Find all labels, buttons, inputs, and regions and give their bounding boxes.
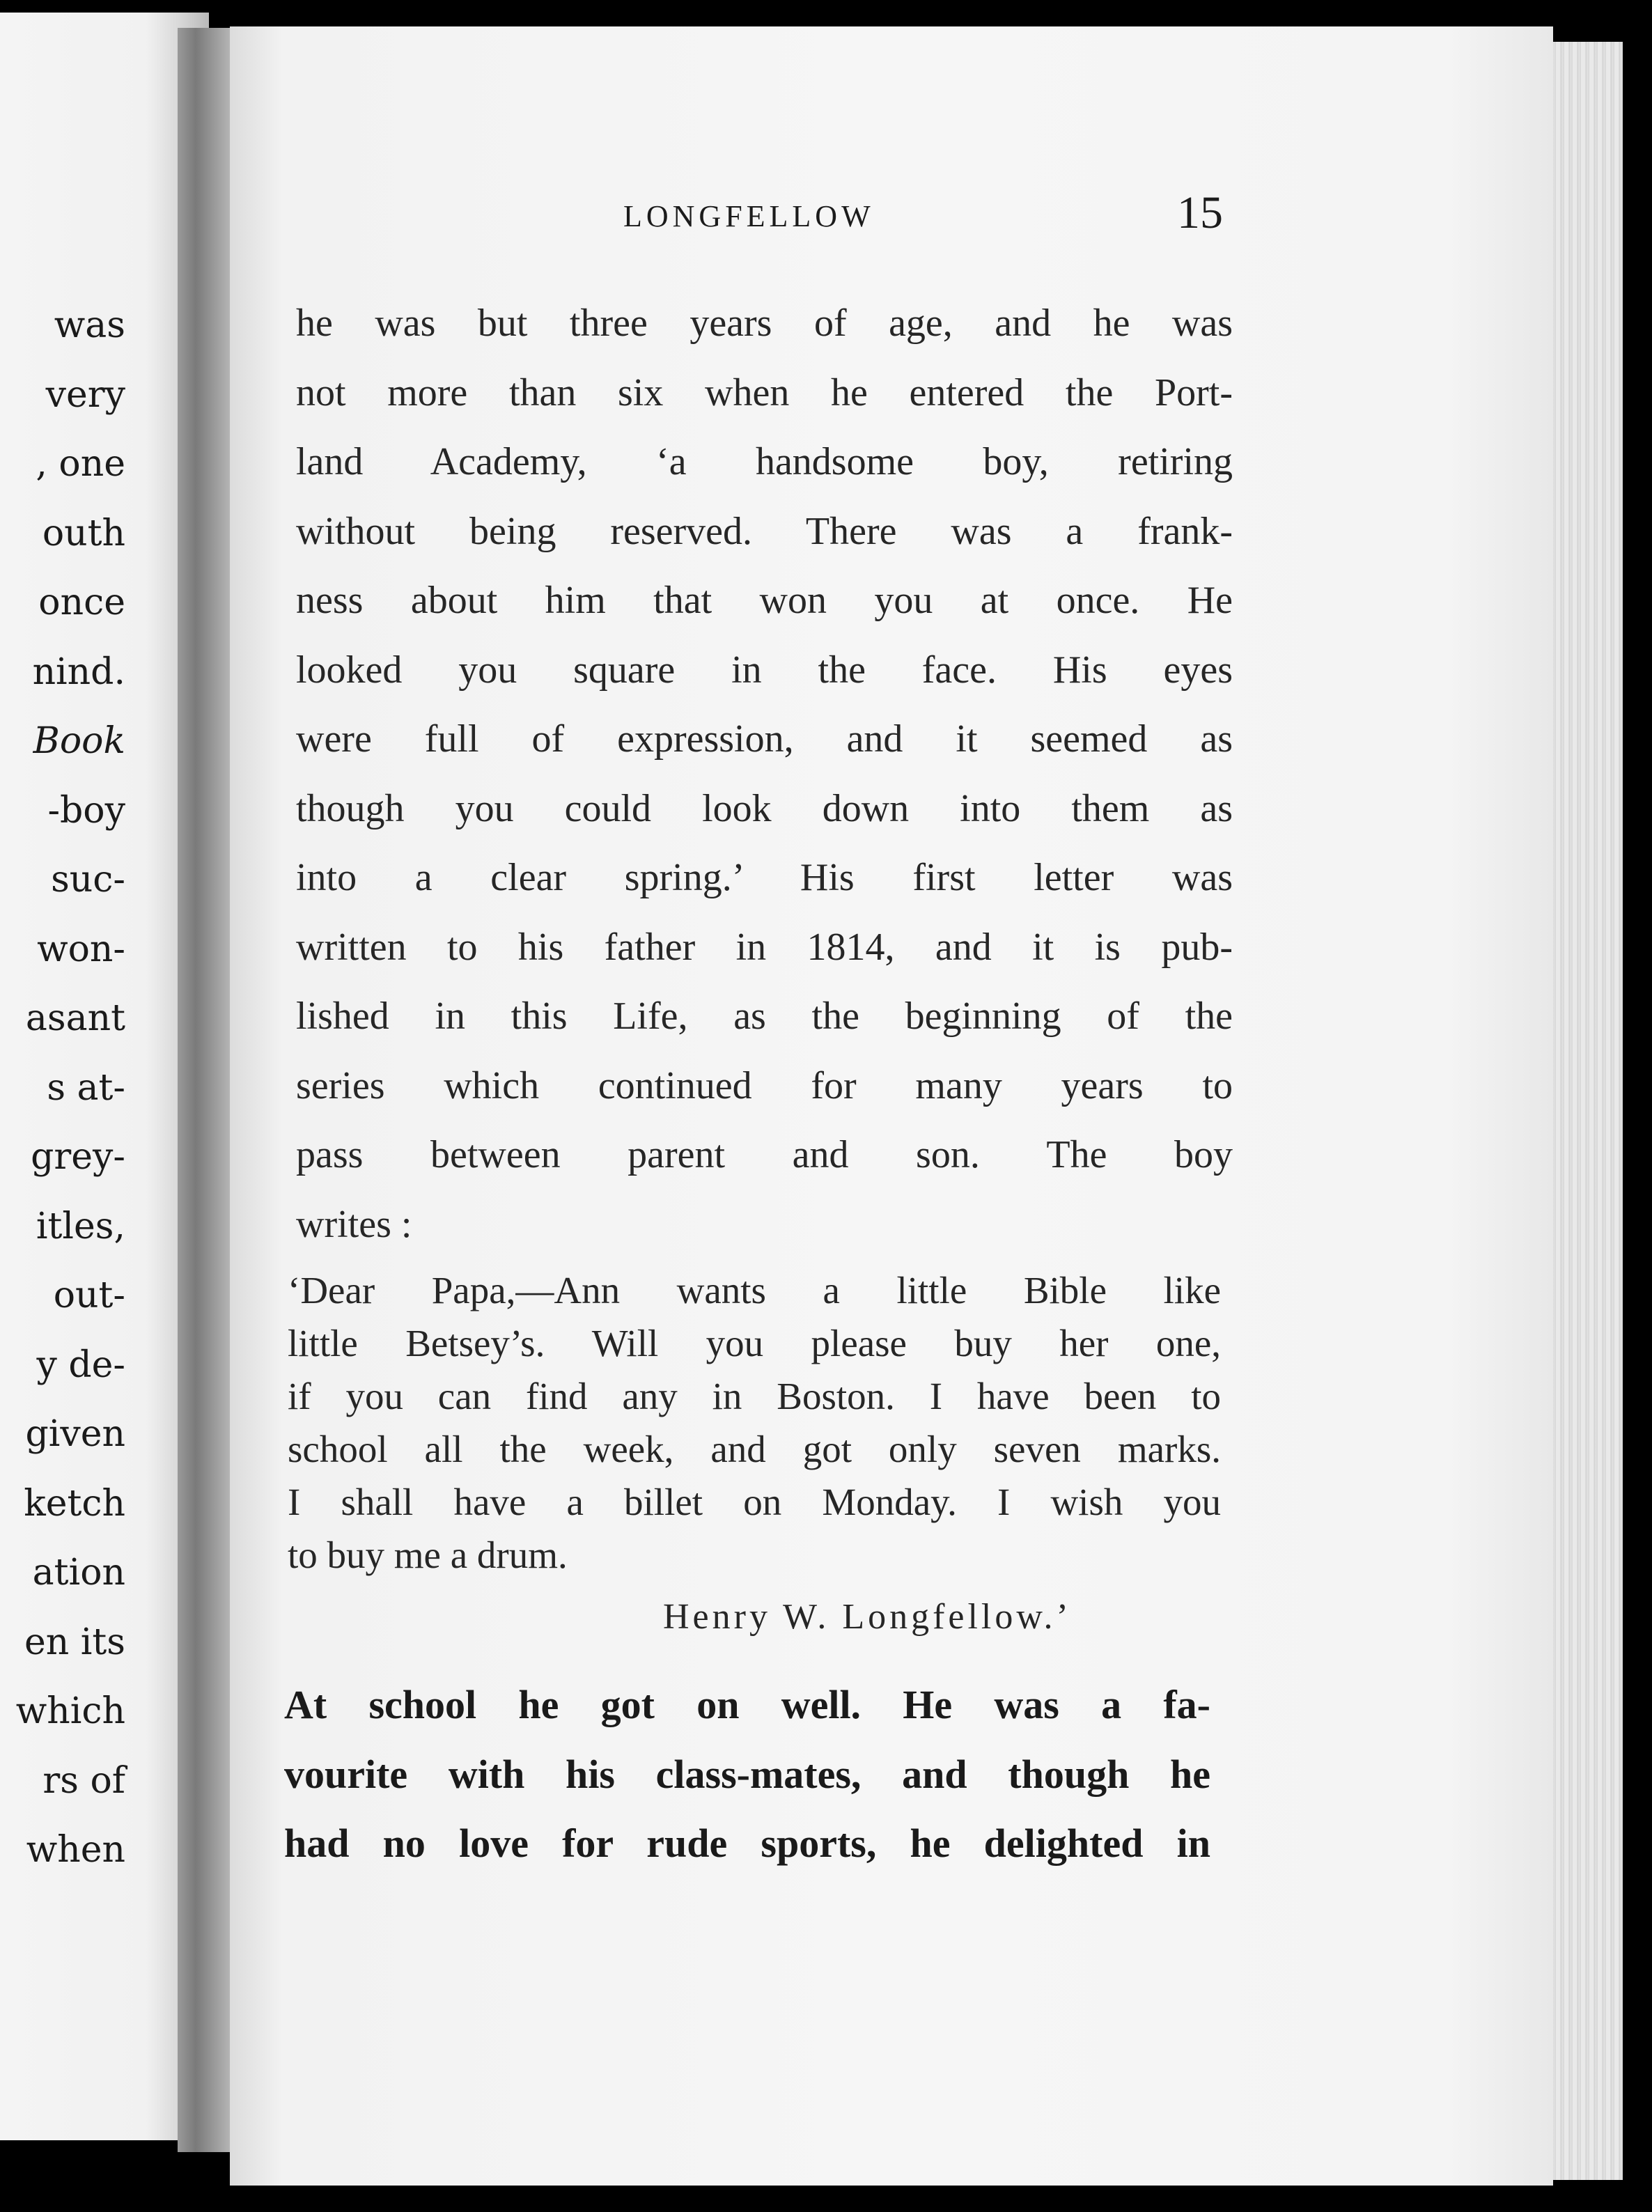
text-line: writes :	[296, 1202, 412, 1246]
letter-line: school all the week, and got only seven marks.	[288, 1428, 1221, 1470]
previous-page-line: s at-	[47, 1066, 125, 1109]
letter-line: little Betsey’s. Will you please buy her one,	[288, 1322, 1221, 1364]
previous-page-line: very	[45, 373, 125, 416]
previous-page-line: once	[38, 582, 125, 623]
previous-page-line: suc-	[51, 859, 125, 901]
previous-page-line: outh	[42, 512, 125, 554]
text-line: lished in this Life, as the beginning of the	[296, 995, 1233, 1038]
previous-page-line: out-	[53, 1275, 125, 1316]
letter-line: ‘Dear Papa,—Ann wants a little Bible like	[288, 1269, 1221, 1311]
page-number: 15	[1177, 187, 1223, 238]
previous-page-line: rs of	[42, 1759, 125, 1802]
text-line: he was but three years of age, and he was	[296, 302, 1233, 345]
running-head: LONGFELLOW	[623, 199, 875, 233]
letter-line: to buy me a drum.	[288, 1534, 568, 1576]
text-line: had no love for rude sports, he delighted in	[284, 1821, 1210, 1866]
text-line: looked you square in the face. His eyes	[296, 648, 1233, 692]
previous-page-line: en its	[24, 1621, 125, 1663]
quoted-letter	[288, 1264, 1221, 1582]
text-line: not more than six when he entered the Port-	[296, 371, 1233, 414]
previous-page-line: Book	[33, 720, 125, 762]
previous-page-line: won-	[37, 928, 125, 970]
previous-page-text	[0, 291, 125, 1885]
text-line: were full of expression, and it seemed as	[296, 717, 1233, 761]
previous-page-line: grey-	[31, 1136, 125, 1178]
previous-page-line: ation	[32, 1552, 125, 1594]
text-line: vourite with his class-mates, and though he	[284, 1751, 1210, 1797]
letter-line: if you can find any in Boston. I have been to	[288, 1375, 1221, 1417]
previous-page-line: given	[25, 1413, 125, 1455]
body-paragraph	[296, 289, 1233, 1259]
previous-page-line: which	[15, 1690, 125, 1732]
previous-page-line: asant	[25, 997, 125, 1039]
previous-page-line: nind.	[32, 651, 125, 693]
previous-page-line: was	[54, 304, 125, 346]
text-line: written to his father in 1814, and it is pub-	[296, 925, 1233, 969]
previous-page-line: , one	[36, 443, 125, 485]
text-line: ness about him that won you at once. He	[296, 579, 1233, 622]
text-line: into a clear spring.’ His first letter was	[296, 856, 1233, 899]
text-line: pass between parent and son. The boy	[296, 1133, 1233, 1176]
text-line: without being reserved. There was a frank-	[296, 509, 1233, 553]
letter-signature: Henry W. Longfellow.’	[663, 1597, 1072, 1637]
text-line: though you could look down into them as	[296, 786, 1233, 830]
previous-page-line: y de-	[36, 1343, 125, 1386]
previous-page-line: when	[26, 1829, 125, 1871]
letter-line: I shall have a billet on Monday. I wish you	[288, 1481, 1221, 1523]
previous-page-line: itles,	[36, 1205, 125, 1247]
closing-paragraph	[284, 1670, 1210, 1878]
text-line: At school he got on well. He was a fa-	[284, 1682, 1210, 1727]
text-line: series which continued for many years to	[296, 1064, 1233, 1107]
previous-page-line: -boy	[47, 789, 125, 832]
text-line: land Academy, ‘a handsome boy, retiring	[296, 440, 1233, 483]
previous-page-line: ketch	[24, 1482, 125, 1525]
